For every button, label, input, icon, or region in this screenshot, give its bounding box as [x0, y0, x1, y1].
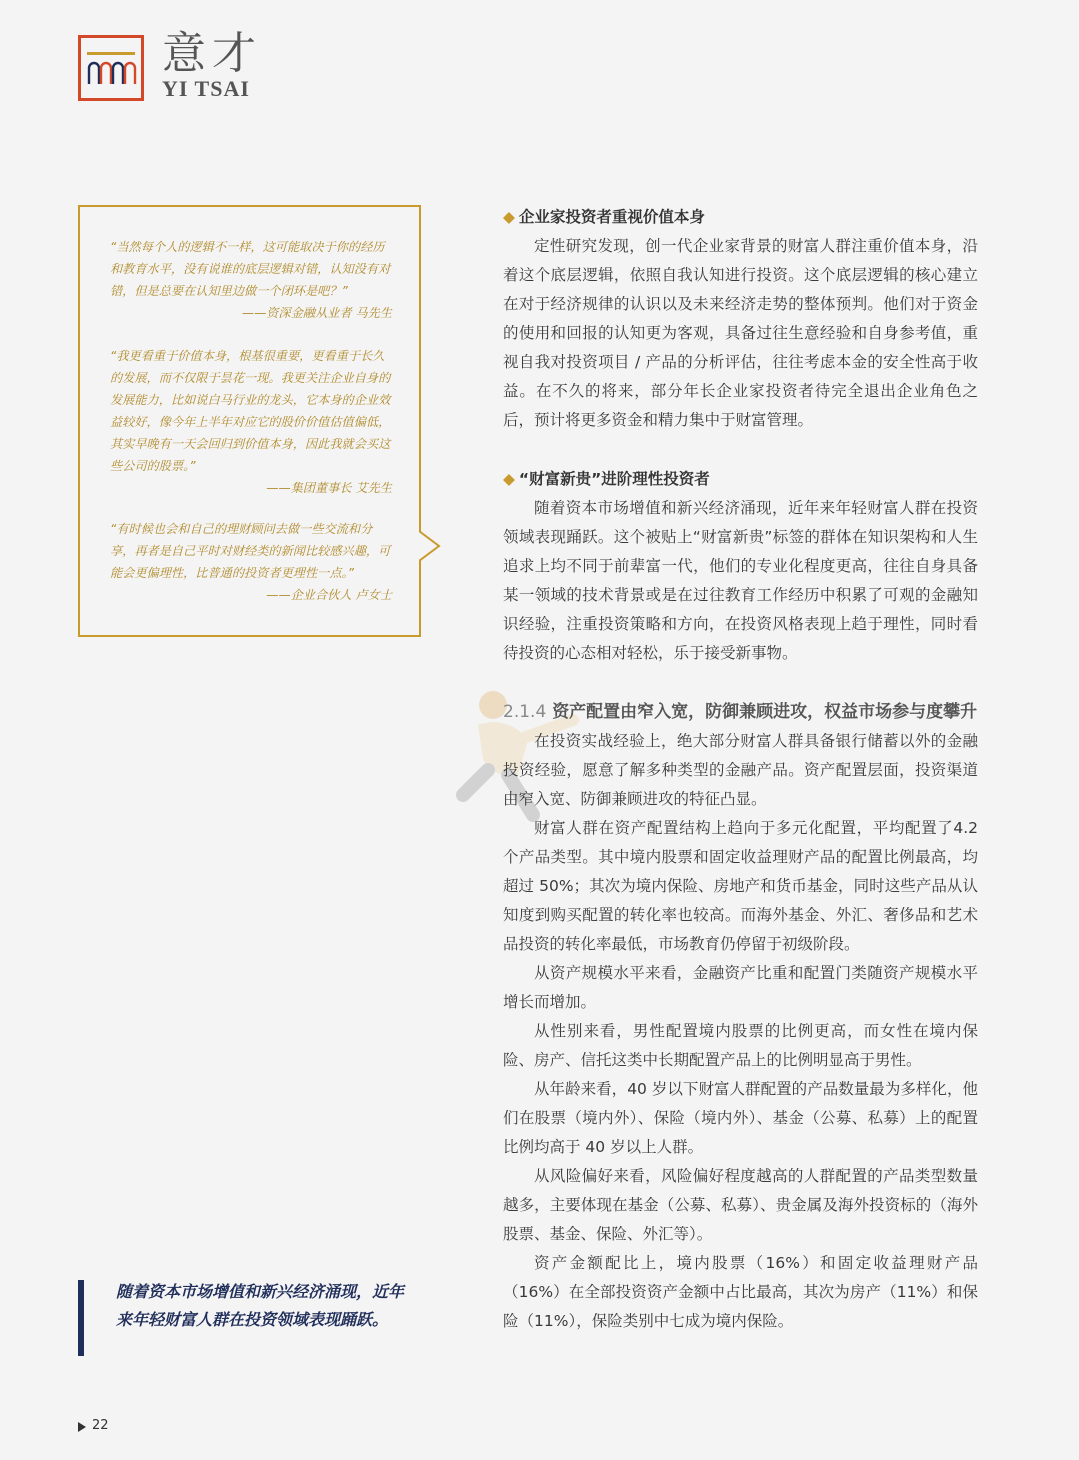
section-new-wealth — [503, 465, 978, 668]
quote-pointer-icon — [419, 529, 443, 563]
logo-mark — [78, 35, 144, 101]
arches-icon — [81, 38, 141, 98]
logo-english: YI TSAI — [162, 76, 250, 101]
quote-attribution: ——资深金融从业者 马先生 — [241, 306, 392, 320]
paragraph: 从性别来看，男性配置境内股票的比例更高，而女性在境内保险、房产、信托这类中长期配置产品上的比例明显高于男性。 — [503, 1022, 978, 1069]
quote-2 — [110, 345, 392, 499]
quote-attribution: ——集团董事长 艾先生 — [266, 481, 392, 495]
pull-quote-bar — [78, 1280, 84, 1356]
paragraph: 从资产规模水平来看，金融资产比重和配置门类随资产规模水平增长而增加。 — [503, 964, 978, 1011]
pull-quote: 随着资本市场增值和新兴经济涌现，近年来年轻财富人群在投资领域表现踊跃。 — [116, 1282, 405, 1329]
section-heading — [503, 203, 978, 232]
paragraph: 随着资本市场增值和新兴经济涌现，近年来年轻财富人群在投资领域表现踊跃。这个被贴上“财富新贵”标签的群体在知识架构和人生追求上均不同于前辈富一代，他们的专业化程度更高，往往自身具备某一领域的技术背景或是在过往教育工作经历中积累了可观的金融知识经验，注重投资策略和方向，在投资风格表现上趋于理性，同时看待投资的心态相对轻松，乐于接受新事物。 — [503, 499, 978, 662]
subsection-number: 2.1.4 — [503, 702, 547, 722]
paragraph: 在投资实战经验上，绝大部分财富人群具备银行储蓄以外的金融投资经验，愿意了解多种类型的金融产品。资产配置层面，投资渠道由窄入宽、防御兼顾进攻的特征凸显。 — [503, 732, 978, 808]
quote-text: “我更看重于价值本身，根基很重要，更看重于长久的发展，而不仅限于昙花一现。我更关注企业自身的发展能力，比如说白马行业的龙头，它本身的企业效益较好，像今年上半年对应它的股价价值估值偏低，其实早晚有一天会回归到价值本身，因此我就会买这些公司的股票。” — [110, 349, 391, 473]
paragraph: 从风险偏好来看，风险偏好程度越高的人群配置的产品类型数量越多，主要体现在基金（公募、私募）、贵金属及海外投资标的（海外股票、基金、保险、外汇等）。 — [503, 1167, 978, 1243]
section-heading-text: “财富新贵”进阶理性投资者 — [518, 470, 710, 488]
diamond-icon: ◆ — [503, 208, 515, 226]
paragraph: 财富人群在资产配置结构上趋向于多元化配置，平均配置了4.2 个产品类型。其中境内股票和固定收益理财产品的配置比例最高，均超过 50%；其次为境内保险、房地产和货币基金，同时这些产品从认知度到购买配置的转化率也较高。而海外基金、外汇、奢侈品和艺术品投资的转化率最低，市场教育仍停留于初级阶段。 — [503, 819, 978, 953]
quote-1 — [110, 236, 392, 324]
quote-attribution: ——企业合伙人 卢女士 — [266, 588, 392, 602]
section-heading-text: 企业家投资者重视价值本身 — [518, 208, 705, 226]
subsection-heading — [503, 698, 978, 727]
paragraph: 资产金额配比上，境内股票（16%）和固定收益理财产品（16%）在全部投资资产金额中占比最高，其次为房产（11%）和保险（11%），保险类别中七成为境内保险。 — [503, 1254, 978, 1330]
quote-text: “当然每个人的逻辑不一样，这可能取决于你的经历和教育水平，没有说谁的底层逻辑对错，认知没有对错，但是总要在认知里边做一个闭环是吧？” — [110, 240, 391, 298]
paragraph: 定性研究发现，创一代企业家背景的财富人群注重价值本身，沿着这个底层逻辑，依照自我认知进行投资。这个底层逻辑的核心建立在对于经济规律的认识以及未来经济走势的整体预判。他们对于资金的使用和回报的认知更为客观，具备过往生意经验和自身参考值，重视自我对投资项目 / 产品的分析评估，往往考虑本金的安全性高于收益。在不久的将来，部分年长企业家投资者待完全退出企业角色之后，预计将更多资金和精力集中于财富管理。 — [503, 237, 978, 429]
logo-chinese: 意才 — [162, 28, 262, 79]
quote-text: “有时候也会和自己的理财顾问去做一些交流和分享，再者是自己平时对财经类的新闻比较感兴趣，可能会更偏理性，比普通的投资者更理性一点。” — [110, 522, 391, 580]
page-number: 22 — [92, 1418, 109, 1433]
section-value-investors — [503, 203, 978, 435]
quote-3 — [110, 518, 392, 606]
subsection-heading-text: 资产配置由窄入宽，防御兼顾进攻，权益市场参与度攀升 — [552, 702, 978, 722]
paragraph: 从年龄来看，40 岁以下财富人群配置的产品数量最为多样化，他们在股票（境内外）、保险（境内外）、基金（公募、私募）上的配置比例均高于 40 岁以上人群。 — [503, 1080, 978, 1156]
page-arrow-icon — [78, 1422, 86, 1432]
section-asset-allocation — [503, 698, 978, 1336]
diamond-icon: ◆ — [503, 470, 515, 488]
section-heading — [503, 465, 978, 494]
